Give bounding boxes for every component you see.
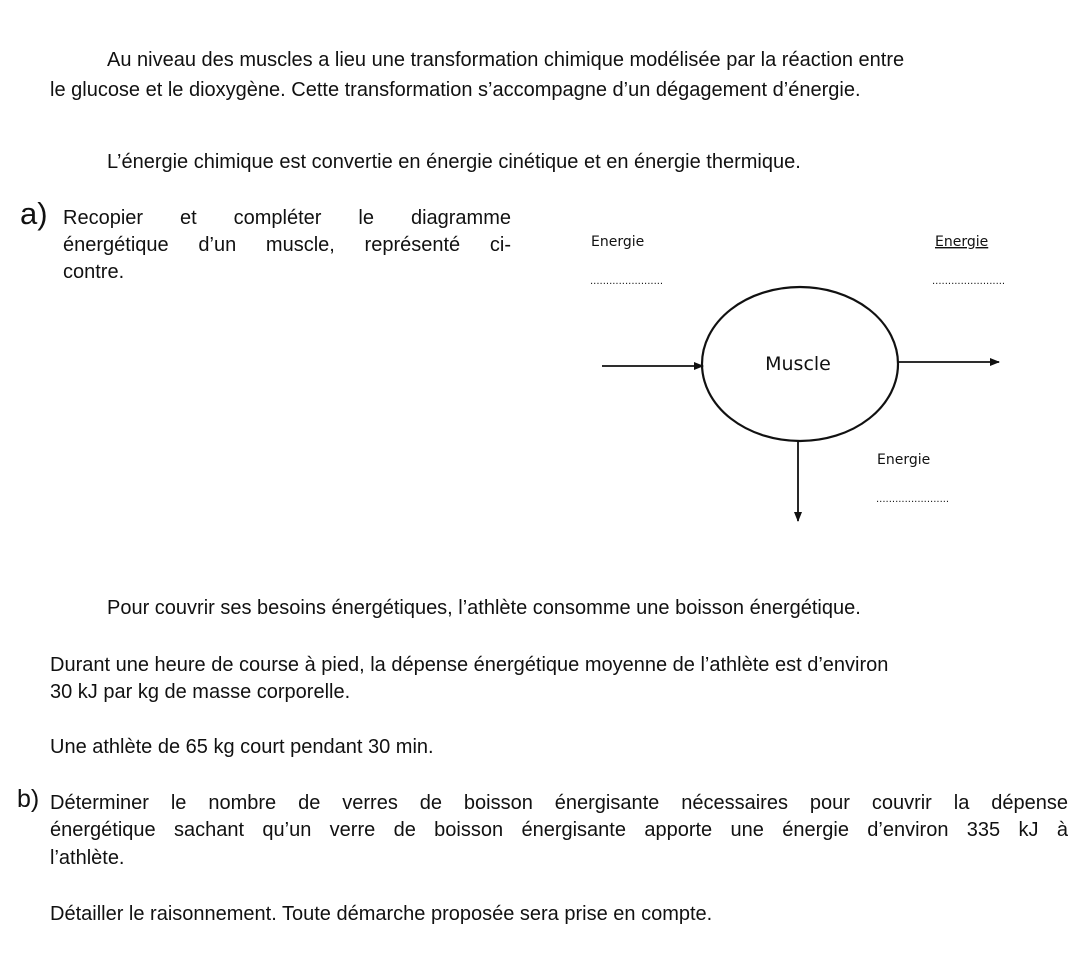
- heat-energy-blank[interactable]: .......................: [876, 494, 950, 505]
- drink-text: Pour couvrir ses besoins énergétiques, l’athlète consomme une boisson énergétique.: [107, 597, 861, 619]
- question-a-marker: a): [20, 196, 48, 231]
- heat-energy-label: Energie: [877, 452, 931, 468]
- question-a-line-3: contre.: [63, 261, 125, 283]
- athlete-text: Une athlète de 65 kg court pendant 30 min.: [50, 736, 434, 758]
- expense-line-2: 30 kJ par kg de masse corporelle.: [50, 681, 351, 703]
- output-energy-label: Energie: [935, 234, 989, 250]
- question-b-marker: b): [17, 785, 40, 813]
- expense-line-1: Durant une heure de course à pied, la dépense énergétique moyenne de l’athlète est d’environ: [50, 654, 889, 676]
- input-energy-blank[interactable]: .......................: [590, 276, 664, 287]
- question-a-line-1: Recopier et compléter le diagramme: [63, 207, 511, 229]
- intro-line-1: Au niveau des muscles a lieu une transformation chimique modélisée par la réaction entre: [107, 49, 905, 71]
- muscle-label: Muscle: [765, 353, 831, 375]
- question-b-line-2: énergétique sachant qu’un verre de boisson énergisante apporte une énergie d’environ 335 kJ à: [50, 819, 1068, 841]
- intro-line-2: le glucose et le dioxygène. Cette transformation s’accompagne d’un dégagement d’énergie.: [50, 79, 861, 101]
- instruction-text: Détailler le raisonnement. Toute démarche proposée sera prise en compte.: [50, 903, 713, 925]
- input-energy-label: Energie: [591, 234, 645, 250]
- output-energy-blank[interactable]: .......................: [932, 276, 1006, 287]
- question-a-line-2: énergétique d’un muscle, représenté ci-: [63, 234, 511, 256]
- question-b-line-3: l’athlète.: [50, 847, 125, 869]
- conversion-text: L’énergie chimique est convertie en énergie cinétique et en énergie thermique.: [107, 151, 801, 173]
- question-b-line-1: Déterminer le nombre de verres de boisson énergisante nécessaires pour couvrir la dépense: [50, 792, 1068, 814]
